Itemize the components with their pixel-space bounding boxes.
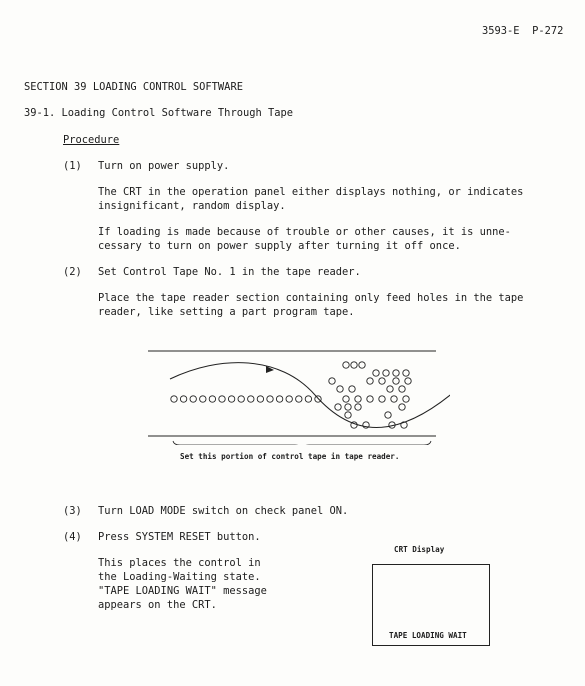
tape-hole	[359, 362, 365, 368]
tape-hole	[349, 386, 355, 392]
tape-hole	[267, 396, 273, 402]
tape-hole	[363, 422, 369, 428]
crt-message: TAPE LOADING WAIT	[389, 631, 467, 640]
step-1-para-2-line-1: If loading is made because of trouble or other causes, it is unne-	[98, 226, 511, 238]
tape-hole	[391, 396, 397, 402]
step-1-text: Turn on power supply.	[98, 160, 230, 172]
tape-holes	[171, 362, 411, 428]
step-4-para-1-line-1: This places the control in	[98, 557, 261, 569]
step-2-para-1-line-2: reader, like setting a part program tape.	[98, 306, 355, 318]
procedure-label: Procedure	[63, 134, 120, 146]
section-title: SECTION 39 LOADING CONTROL SOFTWARE	[24, 81, 243, 93]
subsection-title: 39-1. Loading Control Software Through Tape	[24, 107, 293, 119]
tape-hole	[367, 378, 373, 384]
tape-hole	[373, 370, 379, 376]
tape-hole	[379, 396, 385, 402]
tape-hole	[335, 404, 341, 410]
tape-hole	[286, 396, 292, 402]
tape-hole	[343, 362, 349, 368]
tape-hole	[209, 396, 215, 402]
tape-hole	[337, 386, 343, 392]
step-1-para-1-line-2: insignificant, random display.	[98, 200, 286, 212]
control-tape-figure	[140, 345, 450, 445]
tape-hole	[351, 422, 357, 428]
tape-hole	[399, 386, 405, 392]
tape-hole	[405, 378, 411, 384]
figure-caption: Set this portion of control tape in tape reader.	[180, 452, 400, 461]
tape-hole	[393, 378, 399, 384]
step-1-para-1-line-1: The CRT in the operation panel either displays nothing, or indicates	[98, 186, 524, 198]
tape-hole	[345, 412, 351, 418]
document-number: 3593-E P-272	[482, 25, 564, 37]
step-1-para-2-line-2: cessary to turn on power supply after turning it off once.	[98, 240, 461, 252]
tape-hole	[238, 396, 244, 402]
tape-hole	[367, 396, 373, 402]
tape-hole	[200, 396, 206, 402]
tape-hole	[190, 396, 196, 402]
tape-hole	[180, 396, 186, 402]
tape-hole	[343, 396, 349, 402]
step-4-para-1-line-4: appears on the CRT.	[98, 599, 217, 611]
step-2-para-1-line-1: Place the tape reader section containing only feed holes in the tape	[98, 292, 524, 304]
tape-hole	[257, 396, 263, 402]
tape-hole	[171, 396, 177, 402]
crt-display-label: CRT Display	[394, 545, 445, 554]
tape-hole	[296, 396, 302, 402]
step-1-number: (1)	[63, 160, 82, 172]
step-2-text: Set Control Tape No. 1 in the tape reader.	[98, 266, 361, 278]
feed-hole-section-brace	[173, 441, 431, 445]
tape-hole	[383, 370, 389, 376]
step-4-para-1-line-3: "TAPE LOADING WAIT" message	[98, 585, 267, 597]
tape-hole	[219, 396, 225, 402]
step-4-para-1-line-2: the Loading-Waiting state.	[98, 571, 261, 583]
tape-hole	[248, 396, 254, 402]
tape-hole	[355, 404, 361, 410]
tape-path-curve	[170, 363, 450, 428]
tape-hole	[228, 396, 234, 402]
tape-hole	[379, 378, 385, 384]
tape-hole	[387, 386, 393, 392]
step-4-text: Press SYSTEM RESET button.	[98, 531, 261, 543]
tape-hole	[403, 396, 409, 402]
step-3-text: Turn LOAD MODE switch on check panel ON.	[98, 505, 349, 517]
tape-hole	[385, 412, 391, 418]
tape-hole	[351, 362, 357, 368]
tape-hole	[276, 396, 282, 402]
step-3-number: (3)	[63, 505, 82, 517]
step-2-number: (2)	[63, 266, 82, 278]
tape-hole	[355, 396, 361, 402]
tape-hole	[393, 370, 399, 376]
tape-hole	[345, 404, 351, 410]
step-4-number: (4)	[63, 531, 82, 543]
tape-hole	[329, 378, 335, 384]
tape-hole	[399, 404, 405, 410]
tape-hole	[403, 370, 409, 376]
tape-hole	[305, 396, 311, 402]
